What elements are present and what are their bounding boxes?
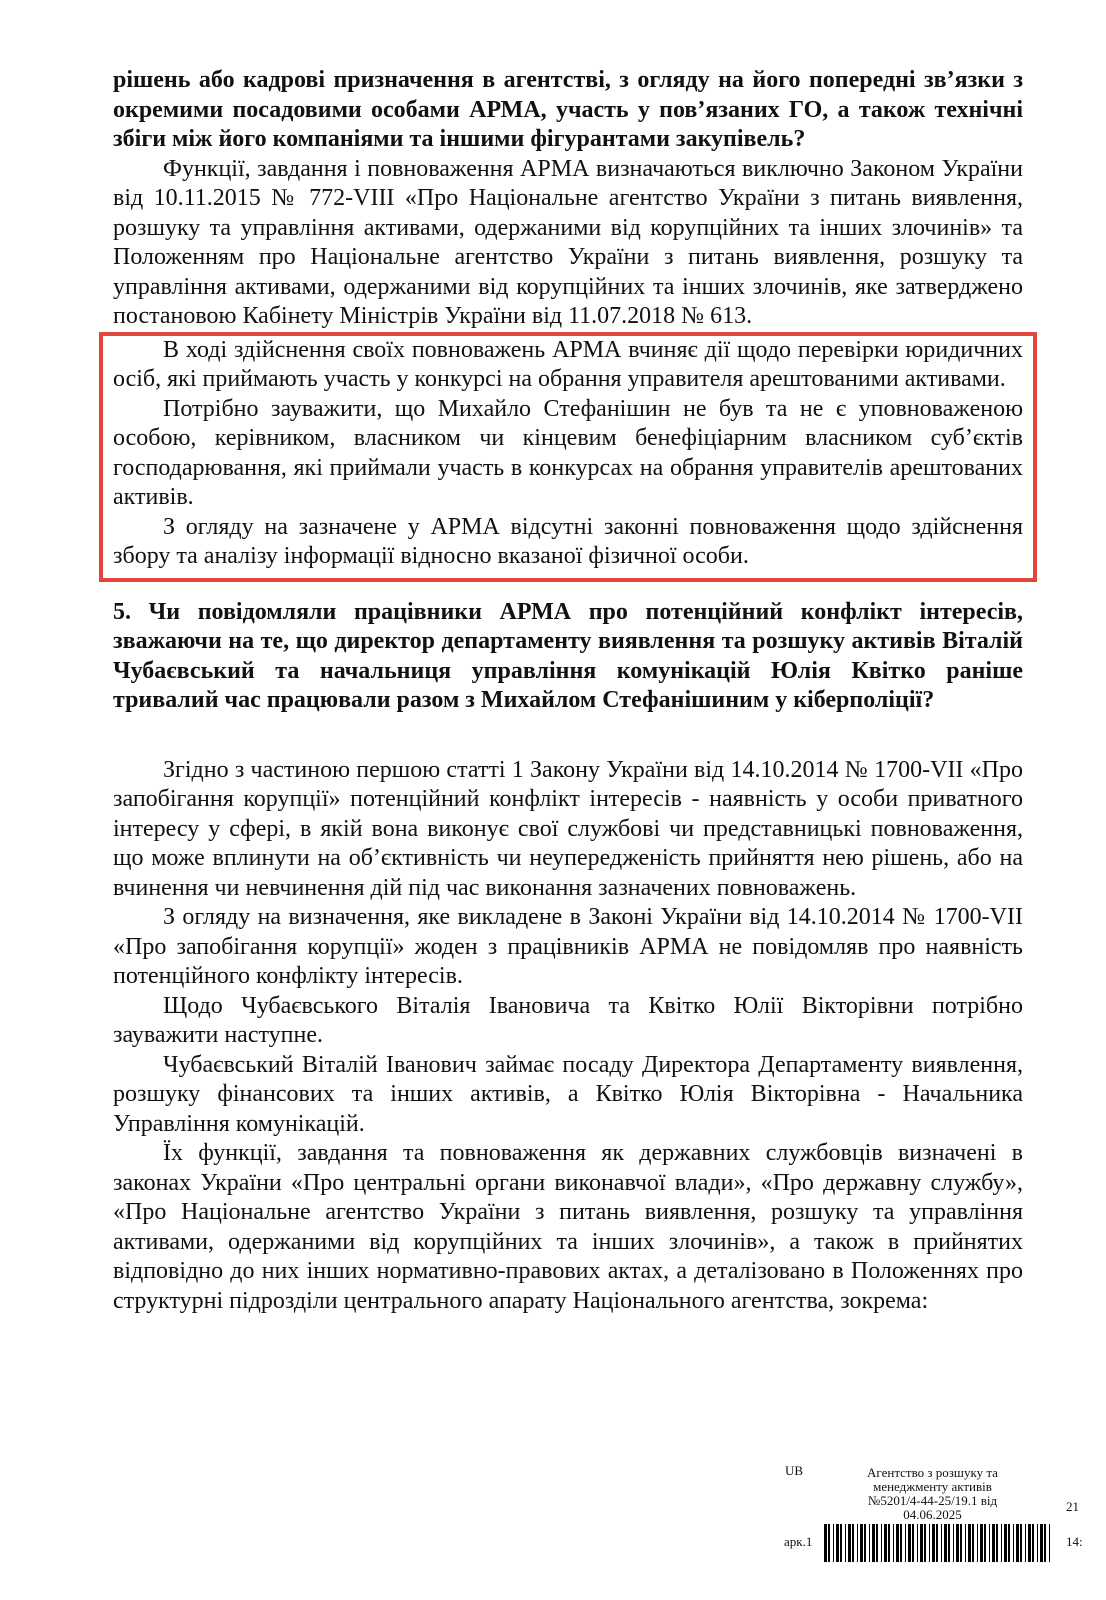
- spacer: [113, 716, 1023, 756]
- paragraph-no-reports: З огляду на визначення, яке викладене в Законі України від 14.10.2014 № 1700-VII «Про запобігання корупції» жоден з працівників АРМА не повідомляв про наявність потенційного конфлікту інтересів.: [113, 904, 1023, 989]
- highlighted-paragraph-2: Потрібно зауважити, що Михайло Стефанішин не був та не є уповноваженою особою, керівником, власником чи кінцевим бенефіціарним власником суб’єктів господарювання, які приймали участь в конкурсах на обрання управителів арештованих активів.: [113, 395, 1023, 510]
- stamp-agency-line-1: Агентство з розшуку та: [867, 1465, 998, 1480]
- highlighted-paragraph-1: В ході здійснення своїх повноважень АРМА вчиняє дії щодо перевірки юридичних осіб, які приймають участь у конкурсі на обрання управителя арештованими активами.: [113, 336, 1023, 392]
- paragraph-positions: Чубаєвський Віталій Іванович займає посаду Директора Департаменту виявлення, розшуку фінансових та інших активів, а Квітко Юлія Вікторівна - Начальника Управління комунікацій.: [113, 1051, 1023, 1137]
- paragraph-conflict-definition: Згідно з частиною першою статті 1 Закону України від 14.10.2014 № 1700-VII «Про запобігання корупції» потенційний конфлікт інтересів - наявність у особи приватного інтересу у сфері, в якій вона виконує свої службові чи представницькі повноваження, що може вплинути на об’єктивність чи неупередженість прийняття нею рішень, або на вчинення чи невчинення дій під час виконання зазначених повноважень.: [113, 756, 1023, 901]
- paragraph-functions: Функції, завдання і повноваження АРМА визначаються виключно Законом України від 10.11.2015 № 772-VIII «Про Національне агентство України з питань виявлення, розшуку та управління активами, одержаними від корупційних та інших злочинів» та Положенням про Національне агентство України з питань виявлення, розшуку та управління активами, одержаними від корупційних та інших злочинів, яке затверджено постановою Кабінету Міністрів України від 11.07.2018 № 613.: [113, 155, 1023, 329]
- paragraph-regarding: Щодо Чубаєвського Віталія Івановича та Квітко Юлії Вікторівни потрібно зауважити наступне.: [113, 992, 1023, 1048]
- registration-stamp: [845, 1466, 1020, 1522]
- intro-question: рішень або кадрові призначення в агентстві, з огляду на його попередні зв’язки з окремими посадовими особами АРМА, участь у пов’язаних ГО, а також технічні збіги між його компаніями та іншими фігурантами закупівель?: [113, 67, 1023, 152]
- stamp-agency-line-2: менеджменту активів: [873, 1479, 992, 1494]
- highlighted-section: [99, 332, 1037, 582]
- paragraph-functions-laws: Їх функції, завдання та повноваження як державних службовців визначені в законах України «Про центральні органи виконавчої влади», «Про державну службу», «Про Національне агентство України з питань виявлення, розшуку та управління активами, одержаними від корупційних та інших злочинів», а також в прийнятих відповідно до них інших нормативно-правових актах, а деталізовано в Положеннях про структурні підрозділи центрального апарату Національного агентства, зокрема:: [113, 1140, 1023, 1314]
- ub-mark: UB: [785, 1463, 804, 1478]
- highlighted-paragraph-3: З огляду на зазначене у АРМА відсутні законні повноваження щодо здійснення збору та аналізу інформації відносно вказаної фізичної особи.: [113, 513, 1023, 569]
- page-number: 21: [1066, 1499, 1079, 1514]
- stamp-reg-date: 04.06.2025: [903, 1507, 962, 1522]
- question-5: 5. Чи повідомляли працівники АРМА про потенційний конфлікт інтересів, зважаючи на те, що директор департаменту виявлення та розшуку активів Віталій Чубаєвський та начальниця управління комунікацій Юлія Квітко раніше тривалий час працювали разом з Михайлом Стефанішиним у кіберполіції?: [113, 598, 1023, 713]
- registration-footer: [0, 1462, 1106, 1600]
- sheet-label: арк.1: [784, 1534, 813, 1549]
- barcode-icon: [824, 1524, 1054, 1562]
- time-fragment: 14:: [1066, 1534, 1083, 1549]
- document-body: [113, 66, 1023, 1316]
- stamp-reg-number: №5201/4-44-25/19.1 від: [867, 1493, 998, 1508]
